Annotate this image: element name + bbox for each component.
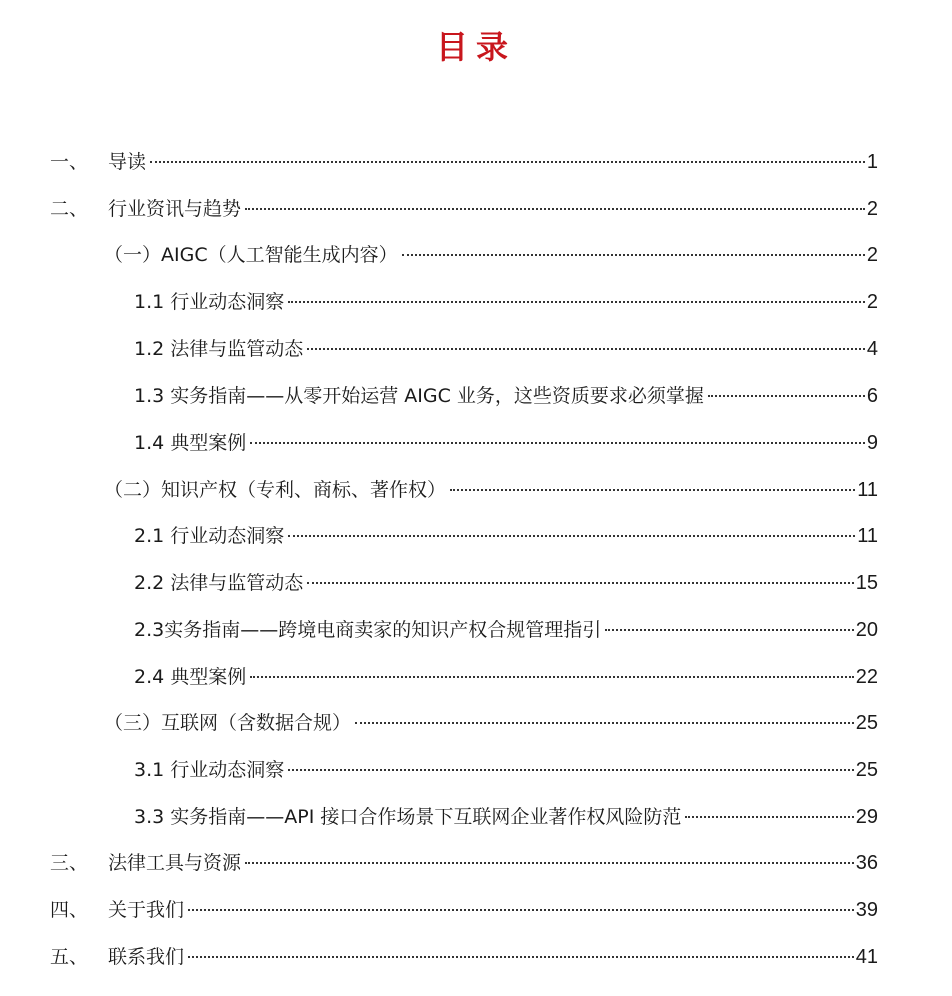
toc-entry-label: 3.1 行业动态洞察 bbox=[134, 759, 285, 781]
toc-entry-page: 2 bbox=[866, 291, 878, 313]
toc-entry-page: 25 bbox=[855, 759, 878, 781]
toc-entry-label: 行业资讯与趋势 bbox=[108, 198, 242, 220]
dot-leader bbox=[245, 862, 854, 864]
toc-entry-page: 9 bbox=[866, 432, 878, 454]
dot-leader bbox=[355, 722, 854, 724]
toc-entry-label: 1.1 行业动态洞察 bbox=[134, 291, 285, 313]
toc-entry-intro[interactable] bbox=[50, 147, 878, 177]
toc-entry-label: 法律工具与资源 bbox=[108, 852, 242, 874]
toc-entry-label: （三）互联网（含数据合规） bbox=[104, 712, 352, 734]
toc-entry-1-2[interactable] bbox=[134, 334, 878, 364]
toc-entry-3-3[interactable] bbox=[134, 802, 878, 832]
toc-entry-label: （一）AIGC（人工智能生成内容） bbox=[104, 244, 398, 266]
dot-leader bbox=[288, 769, 853, 771]
toc-entry-label: 联系我们 bbox=[108, 946, 185, 968]
dot-leader bbox=[188, 909, 854, 911]
toc-entry-page: 1 bbox=[866, 151, 878, 173]
toc-entry-industry-news[interactable] bbox=[50, 194, 878, 224]
dot-leader bbox=[188, 956, 854, 958]
toc-entry-contact-us[interactable] bbox=[50, 942, 878, 972]
dot-leader bbox=[685, 816, 853, 818]
toc-entry-page: 20 bbox=[855, 619, 878, 641]
toc-entry-page: 4 bbox=[866, 338, 878, 360]
toc-entry-page: 25 bbox=[855, 712, 878, 734]
toc-entry-1-4[interactable] bbox=[134, 428, 878, 458]
dot-leader bbox=[288, 301, 865, 303]
dot-leader bbox=[245, 208, 865, 210]
toc-entry-page: 29 bbox=[855, 806, 878, 828]
toc-entry-page: 41 bbox=[855, 946, 878, 968]
toc-entry-2-1[interactable] bbox=[134, 521, 878, 551]
toc-entry-page: 15 bbox=[855, 572, 878, 594]
toc-entry-label: 3.3 实务指南——API 接口合作场景下互联网企业著作权风险防范 bbox=[134, 806, 682, 828]
toc-entry-number: 四、 bbox=[50, 899, 89, 921]
toc-entry-page: 39 bbox=[855, 899, 878, 921]
toc-entry-label: （二）知识产权（专利、商标、著作权） bbox=[104, 479, 447, 501]
toc-entry-about-us[interactable] bbox=[50, 895, 878, 925]
toc-entry-number: 五、 bbox=[50, 946, 89, 968]
toc-entry-page: 22 bbox=[855, 666, 878, 688]
dot-leader bbox=[402, 254, 865, 256]
toc-entry-3-1[interactable] bbox=[134, 755, 878, 785]
toc-entry-label: 关于我们 bbox=[108, 899, 185, 921]
toc-title: 目录 bbox=[435, 28, 516, 66]
toc-entry-label: 2.4 典型案例 bbox=[134, 666, 247, 688]
dot-leader bbox=[708, 395, 865, 397]
toc-entry-label: 1.4 典型案例 bbox=[134, 432, 247, 454]
dot-leader bbox=[250, 676, 853, 678]
toc-entry-page: 36 bbox=[855, 852, 878, 874]
toc-entry-aigc[interactable] bbox=[104, 240, 878, 270]
toc-entry-label: 导读 bbox=[108, 151, 147, 173]
dot-leader bbox=[288, 535, 855, 537]
toc-entry-number: 一、 bbox=[50, 151, 89, 173]
toc-entry-page: 11 bbox=[857, 479, 878, 501]
dot-leader bbox=[307, 348, 865, 350]
toc-entry-page: 2 bbox=[866, 244, 878, 266]
toc-entry-1-3[interactable] bbox=[134, 381, 878, 411]
toc-entry-number: 二、 bbox=[50, 198, 89, 220]
toc-entry-label: 2.1 行业动态洞察 bbox=[134, 525, 285, 547]
toc-entry-1-1[interactable] bbox=[134, 287, 878, 317]
dot-leader bbox=[450, 489, 855, 491]
toc-entry-2-2[interactable] bbox=[134, 568, 878, 598]
dot-leader bbox=[150, 161, 865, 163]
toc-entry-internet[interactable] bbox=[104, 708, 878, 738]
toc-entry-number: 三、 bbox=[50, 852, 89, 874]
toc-entry-label: 2.3实务指南——跨境电商卖家的知识产权合规管理指引 bbox=[134, 619, 602, 641]
toc-entry-label: 1.2 法律与监管动态 bbox=[134, 338, 304, 360]
toc-entry-page: 2 bbox=[866, 198, 878, 220]
toc-entry-page: 6 bbox=[866, 385, 878, 407]
toc-entry-ip[interactable] bbox=[104, 475, 878, 505]
dot-leader bbox=[605, 629, 854, 631]
dot-leader bbox=[307, 582, 853, 584]
toc-entry-2-3[interactable] bbox=[134, 615, 878, 645]
toc-entry-label: 1.3 实务指南——从零开始运营 AIGC 业务，这些资质要求必须掌握 bbox=[134, 385, 704, 407]
toc-entry-label: 2.2 法律与监管动态 bbox=[134, 572, 304, 594]
dot-leader bbox=[250, 442, 865, 444]
toc-entry-page: 11 bbox=[857, 525, 878, 547]
toc-entry-legal-tools[interactable] bbox=[50, 848, 878, 878]
toc-entry-2-4[interactable] bbox=[134, 662, 878, 692]
